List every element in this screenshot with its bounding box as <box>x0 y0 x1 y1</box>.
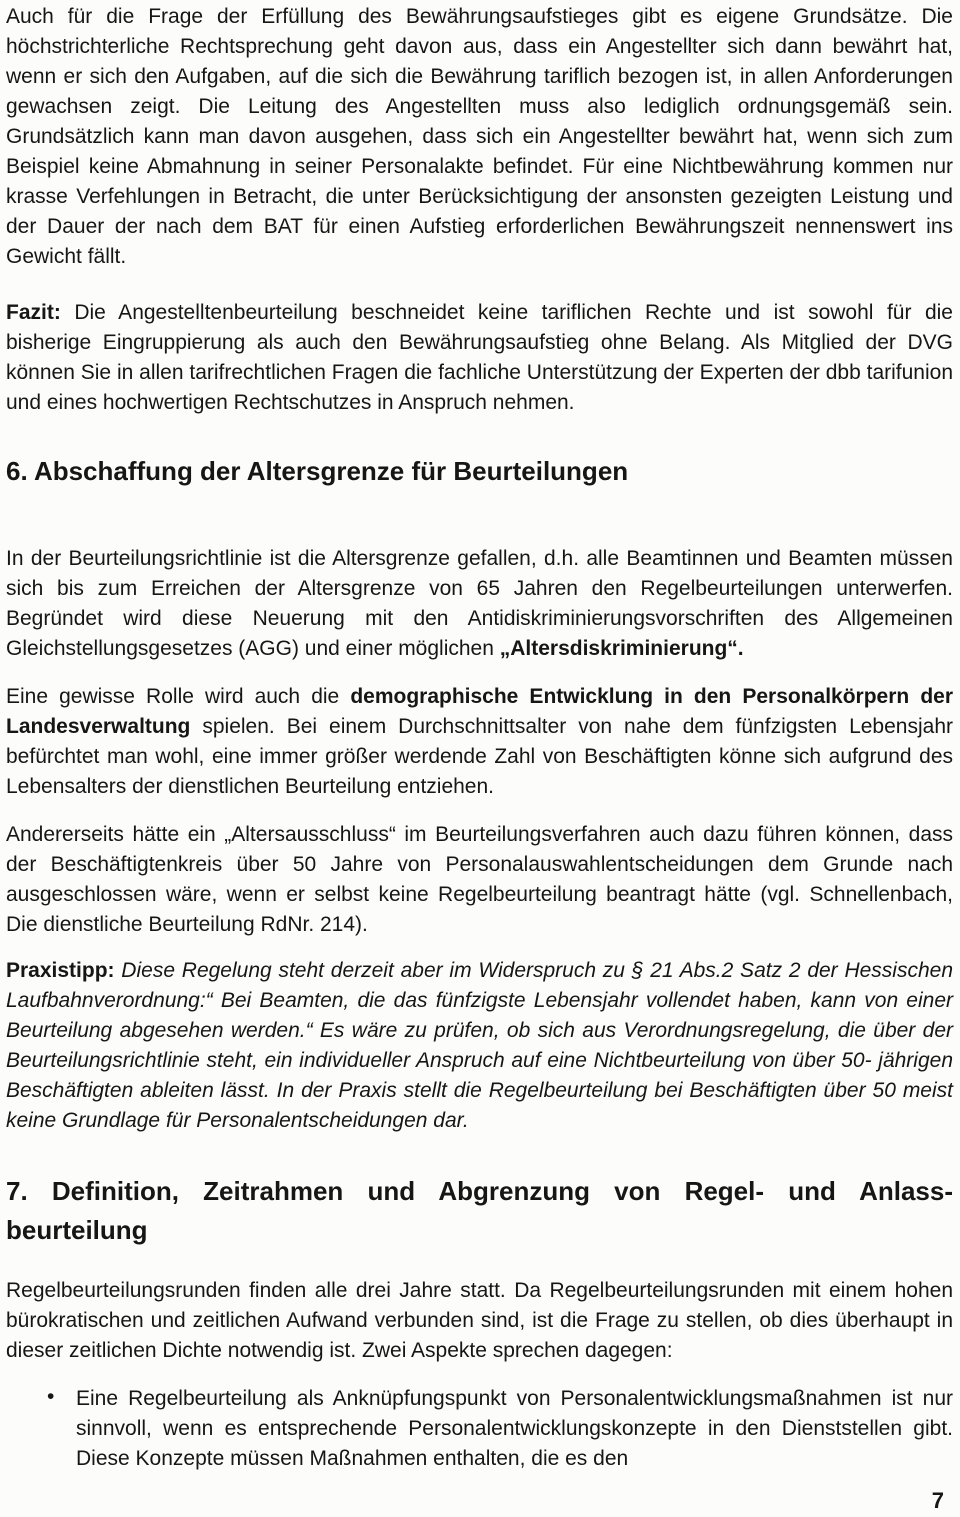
paragraph-bewaehrungsaufstieg: Auch für die Frage der Erfüllung des Bewährungsaufstieges gibt es eigene Grundsätze. Die höchstrichterliche Rechtsprechung geht davon aus, dass ein Angestellter sich dann bewährt hat, wenn er sich den Aufgaben, auf die sich die Bewährung tariflich bezogen ist, in allen Anforderungen gewachsen zeigt. Die Leitung des Angestellten muss also lediglich ordnungsgemäß sein. Grundsätzlich kann man davon ausgehen, dass sich ein Angestellter bewährt hat, wenn sich zum Beispiel keine Abmahnung in seiner Personalakte befindet. Für eine Nichtbewährung kommen nur krasse Verfehlungen in Betracht, die unter Berücksichtigung der ansonsten gezeigten Leistung und der Dauer der nach dem BAT für einen Aufstieg erforderlichen Bewährungszeit nennenswert ins Gewicht fällt. <box>6 5 953 268</box>
page-number: 7 <box>931 1488 944 1513</box>
bullet-icon: • <box>47 1385 55 1408</box>
paragraph-praxistipp: Praxistipp: Diese Regelung steht derzeit aber im Widerspruch zu § 21 Abs.2 Satz 2 der Hessischen Laufbahnverordnung:“ Bei Beamten, die das fünfzigste Lebensjahr vollendet haben, kann von einer Beurteilung abgesehen werden.“ Es wäre zu prüfen, ob sich aus Verordnungsregelung, die über der Beurteilungsrichtlinie steht, ein individueller Anspruch auf eine Nichtbeurteilung von über 50- jährigen Beschäftigten ableiten lässt. In der Praxis stellt die Regelbeurteilung bei Beschäftigten über 50 meist keine Grundlage für Personalentscheidungen dar. <box>6 959 953 1132</box>
paragraph-fazit: Fazit: Die Angestelltenbeurteilung beschneidet keine tariflichen Rechte und ist sowohl für die bisherige Eingruppierung als auch den Bewährungsaufstieg ohne Belang. Als Mitglied der DVG können Sie in allen tarifrechtlichen Fragen die fachliche Unterstützung der Experten der dbb tarifunion und eines hochwertigen Rechtschutzes in Anspruch nehmen. <box>6 301 953 414</box>
paragraph-altersausschluss: Andererseits hätte ein „Altersausschluss“ im Beurteilungsverfahren auch dazu führen können, dass der Beschäftigtenkreis über 50 Jahre von Personalauswahlentscheidungen dem Grunde nach ausgeschlossen wäre, wenn er selbst keine Regelbeurteilung beantragt hätte (vgl. Schnellenbach, Die dienstliche Beurteilung RdNr. 214). <box>6 823 953 936</box>
list-item-text: Eine Regelbeurteilung als Anknüpfungspunkt von Personalentwicklungsmaßnahmen ist nur sinnvoll, wenn es entsprechende Personalentwicklungskonzepte in den Dienststellen gibt. Diese Konzepte müssen Maßnahmen enthalten, die es den <box>76 1387 953 1470</box>
heading-7-line-2: beurteilung <box>6 1215 148 1245</box>
paragraph-beurteilungsrichtlinie: In der Beurteilungsrichtlinie ist die Altersgrenze gefallen, d.h. alle Beamtinnen und Beamten müssen sich bis zum Erreichen der Altersgrenze von 65 Jahren den Regelbeurteilungen unterwerfen. Begründet wird diese Neuerung mit den Antidiskriminierungsvorschriften des Allgemeinen Gleichstellungsgesetzes (AGG) und einer möglichen „Altersdiskriminierung“. <box>6 547 953 660</box>
section-heading-6-altersgrenze: 6. Abschaffung der Altersgrenze für Beurteilungen <box>6 456 629 486</box>
paragraph-regelbeurteilungsrunden: Regelbeurteilungsrunden finden alle drei Jahre statt. Da Regelbeurteilungsrunden mit einem hohen bürokratischen und zeitlichen Aufwand verbunden sind, ist die Frage zu stellen, ob dies überhaupt in dieser zeitlichen Dichte notwendig ist. Zwei Aspekte sprechen dagegen: <box>6 1279 953 1362</box>
paragraph-demographische-entwicklung: Eine gewisse Rolle wird auch die demographische Entwicklung in den Personalkörpern der Landesverwaltung spielen. Bei einem Durchschnittsalter von nahe dem fünfzigsten Lebensjahr befürchtet man wohl, eine immer größer werdende Zahl von Beschäftigten könne sich aufgrund des Lebensalters der dienstlichen Beurteilung entziehen. <box>6 685 953 798</box>
list-item-regelbeurteilung <box>6 1384 953 1474</box>
section-heading-7-definition <box>6 1172 953 1250</box>
heading-7-line-1: 7. Definition, Zeitrahmen und Abgrenzung von Regel- und Anlass- <box>6 1176 953 1206</box>
